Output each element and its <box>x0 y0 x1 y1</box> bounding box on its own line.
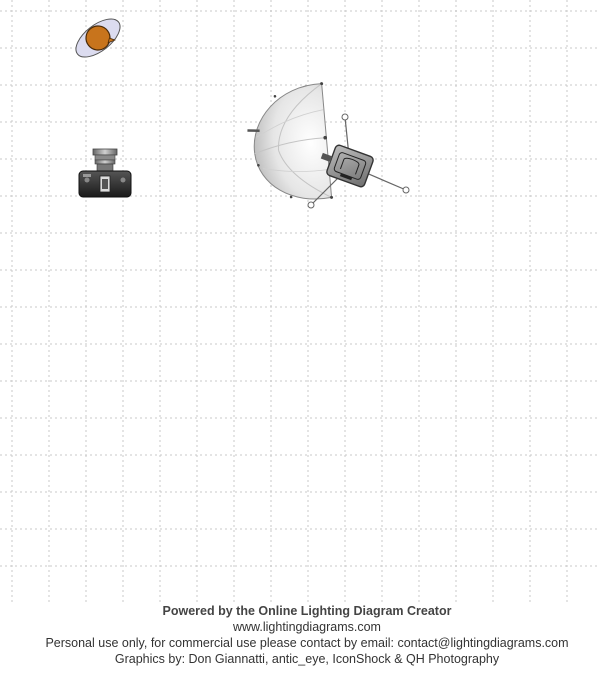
footer-credits: Graphics by: Don Giannatti, antic_eye, IconShock & QH Photography <box>114 652 500 666</box>
footer <box>0 603 614 667</box>
footer-usage-note: Personal use only, for commercial use please contact by email: contact@lightingdiagrams.com <box>45 636 569 650</box>
footer-website: www.lightingdiagrams.com <box>233 620 381 634</box>
umbrella-icon[interactable] <box>242 82 339 209</box>
footer-title: Powered by the Online Lighting Diagram Creator <box>162 604 452 618</box>
subject-head-icon[interactable] <box>70 12 127 65</box>
